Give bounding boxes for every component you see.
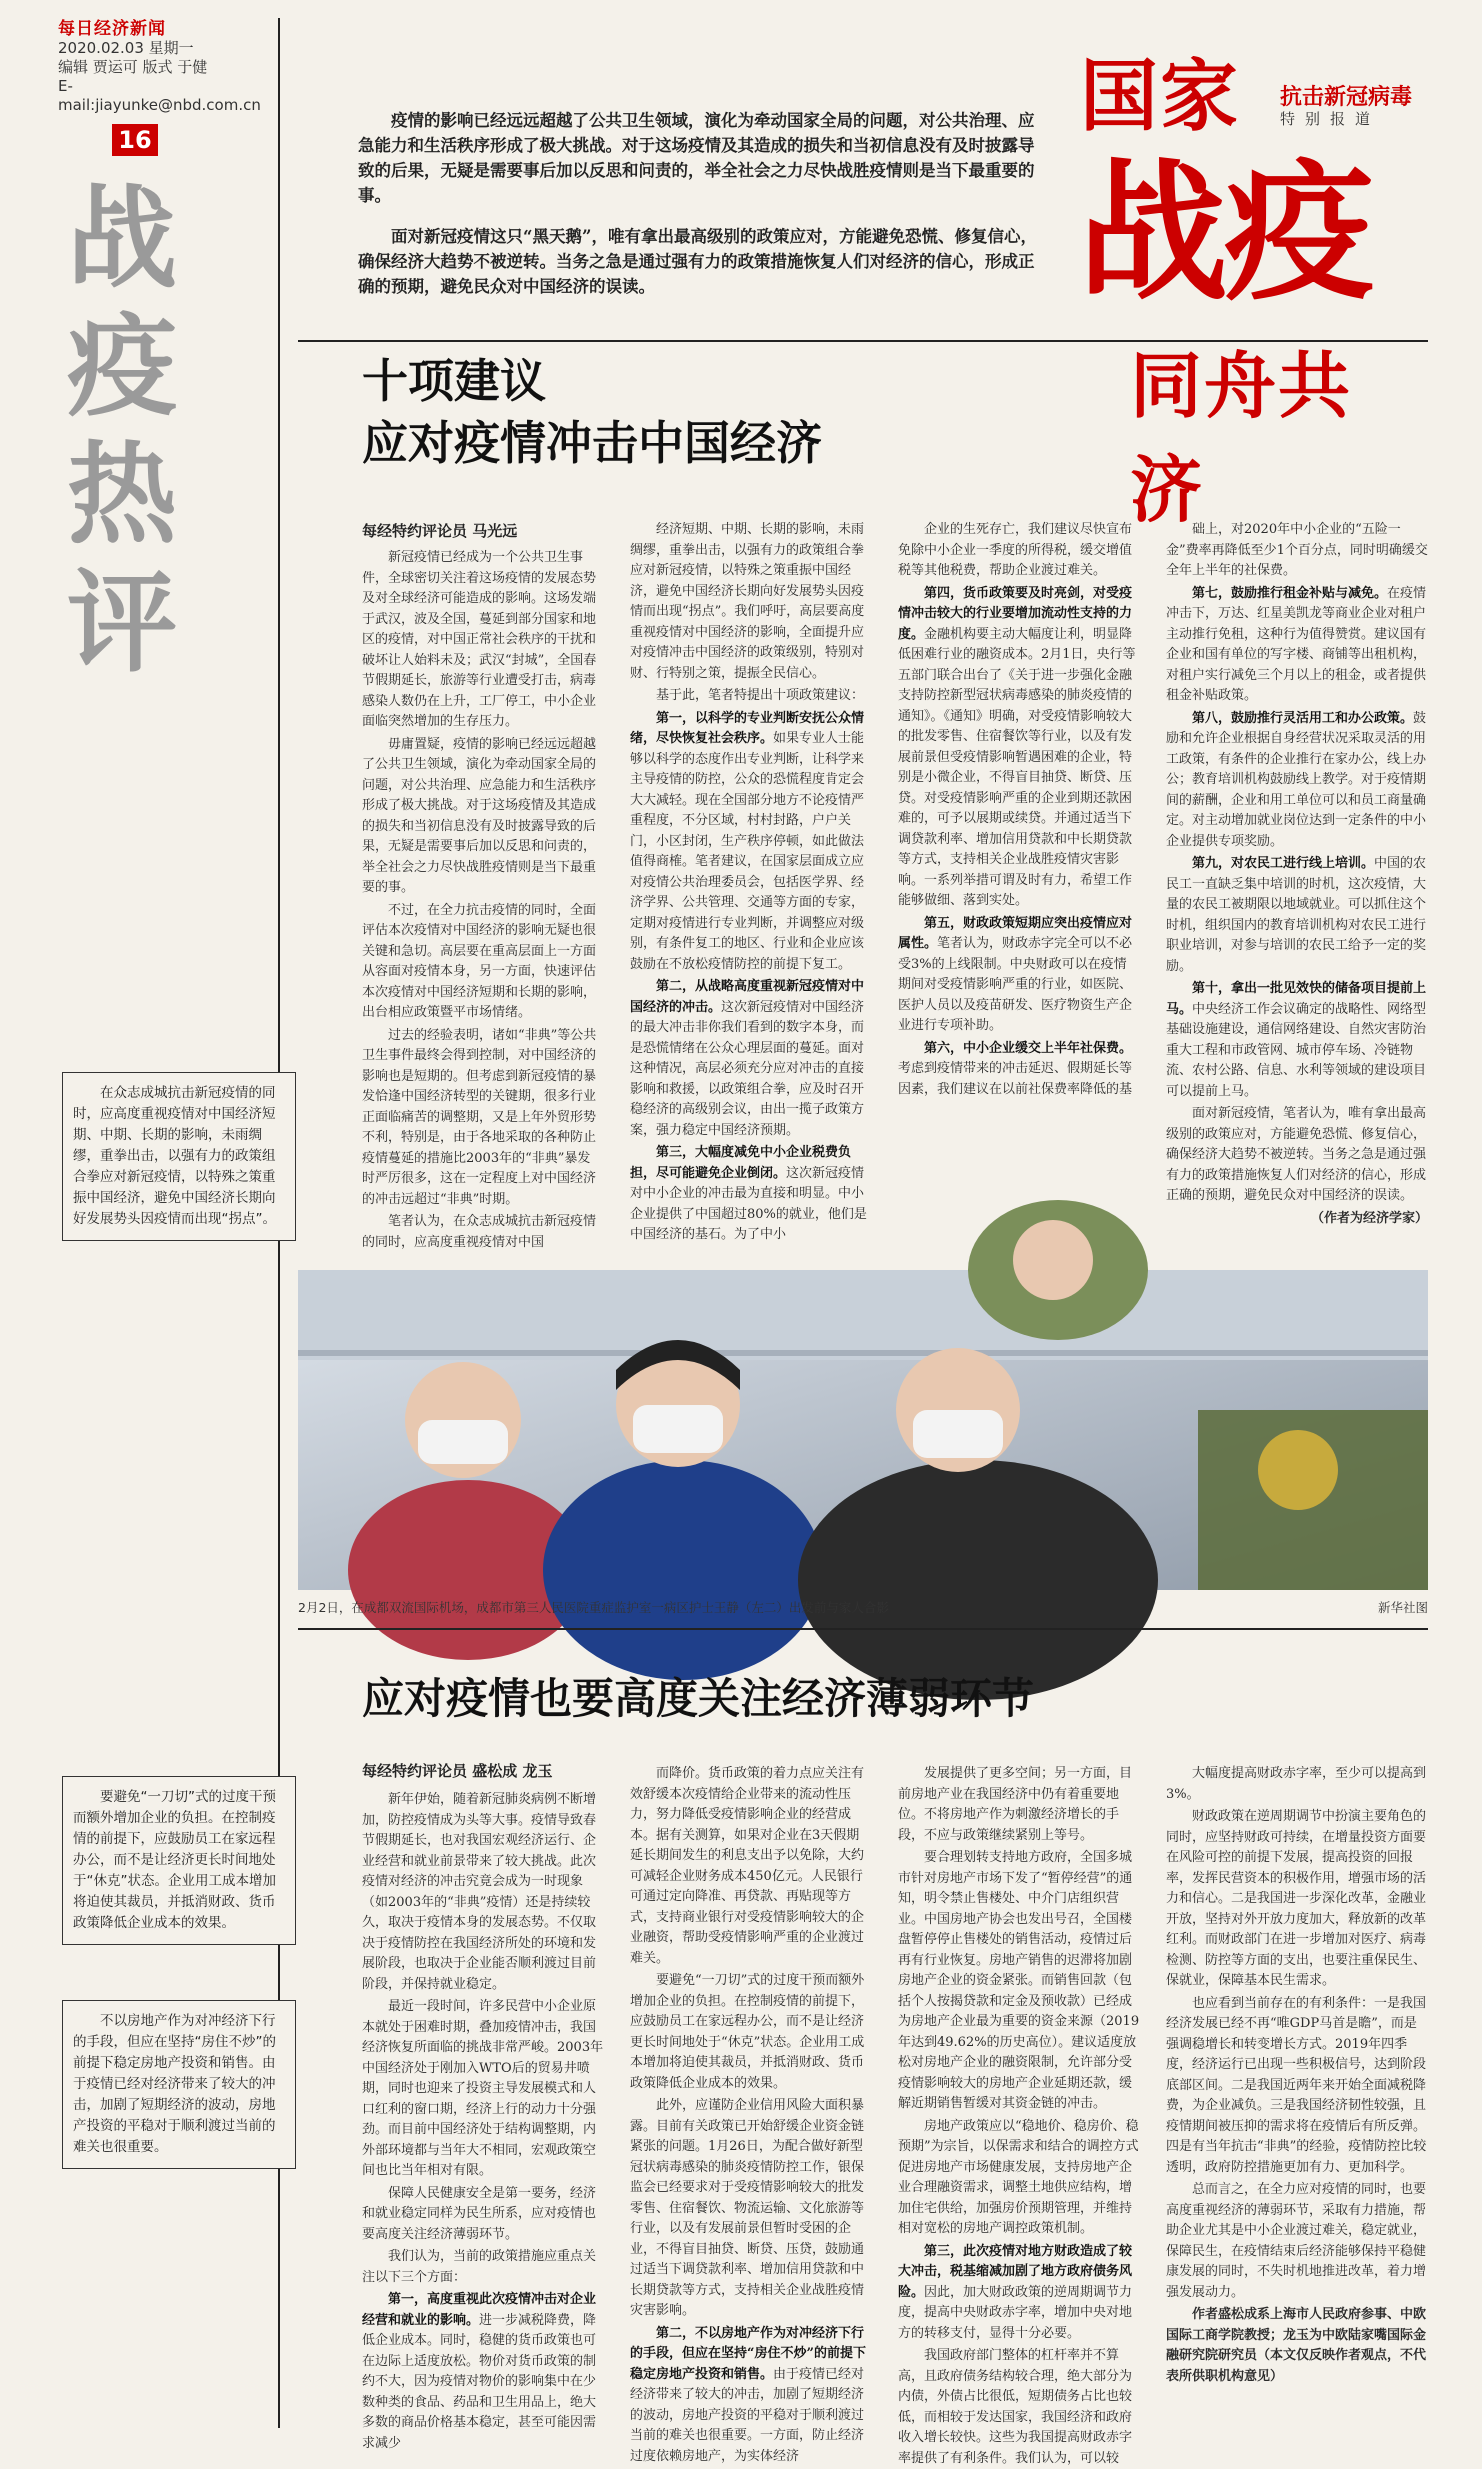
paragraph: 础上，对2020年中小企业的“五险一金”费率再降低至少1个百分点，同时明确缓交全年上半年的社保费。	[1166, 522, 1428, 578]
subheading: 第三，大幅度减免中小企业税费负担，尽可能避免企业倒闭。	[630, 1145, 852, 1181]
special-report-banner	[1078, 28, 1420, 532]
column-title-char: 热	[67, 430, 177, 559]
paragraph: 此外，应谨防企业信用风险大面积暴露。目前有关政策已开始舒缓企业资金链紧张的问题。1月26日，为配合做好新型冠状病毒感染的肺炎疫情防控工作，银保监会已经要求对于受疫情影响较大的批发零售、住宿餐饮、物流运输、文化旅游等行业，以及有发展前景但暂时受困的企业，不得盲目抽贷、断贷、压贷，鼓励通过适当下调贷款利率、增加信用贷款和中长期贷款等方式，支持相关企业战胜疫情灾害影响。	[630, 2098, 865, 2318]
paragraph: 这次新冠疫情对中国经济的最大冲击非你我们看到的数字本身，而是恐慌情绪在公众心理层面的蔓延。面对这种情况，高层必须充分应对冲击的直接影响和救援，以政策组合拳，应及时召开稳经济的高级别会议，由出一揽子政策方案，强力稳定中国经济预期。	[630, 999, 865, 1138]
paragraph: 房地产政策应以“稳地价、稳房价、稳预期”为宗旨，以保需求和结合的调控方式促进房地产市场健康发展，支持房地产企业合理融资需求，调整土地供应结构，增加住宅供给，加强房价预期管理，并维持相对宽松的房地产调控政策机制。	[898, 2118, 1139, 2236]
paragraph: 大幅度提高财政赤字率，至少可以提高到3%。	[1166, 1766, 1427, 1802]
paragraph: 而降价。货币政策的着力点应关注有效舒缓本次疫情给企业带来的流动性压力，努力降低受疫情影响企业的经营成本。据有关测算，如果对企业在3天假期延长期间发生的利息支出予以免除，大约可减轻企业财务成本450亿元。人民银行可通过定向降准、再贷款、再贴现等方式，支持商业银行对受疫情影响较大的企业融资，帮助受疫情影响严重的企业渡过难关。	[630, 1766, 865, 1966]
pull-quote-1: 在众志成城抗击新冠疫情的同时，应高度重视疫情对中国经济短期、中期、长期的影响，未雨绸缪，重拳出击，以强有力的政策组合拳应对新冠疫情，以特殊之策重振中国经济，避免中国经济长期向好发展势头因疫情而出现“拐点”。	[62, 1072, 296, 1241]
photo-caption: 2月2日，在成都双流国际机场，成都市第三人民医院重症监护室一病区护士王静（左二）出发前与家人合影	[298, 1600, 889, 1615]
paragraph: 毋庸置疑，疫情的影响已经远远超越了公共卫生领域，演化为牵动国家全局的问题，对公共治理、应急能力和生活秩序形成了极大挑战。对于这场疫情及其造成的损失和当初信息没有及时披露导致的后果，无疑是需要事后加以反思和问责的，举全社会之力尽快战胜疫情则是当下最重要的事。	[362, 736, 597, 895]
paragraph: 不过，在全力抗击疫情的同时，全面评估本次疫情对中国经济的影响无疑也很关键和急切。高层要在重高层面上一方面从容面对疫情本身，另一方面，快速评估本次疫情对中国经济短期和长期的影响，出台相应政策暨平市场情绪。	[362, 902, 597, 1020]
article2-column-3	[898, 1764, 1140, 2466]
paper-name: 每日经济新闻	[58, 19, 166, 39]
paragraph: 面对新冠疫情，笔者认为，唯有拿出最高级别的政策应对，方能避免恐慌、修复信心，确保经济大趋势不被逆转。当务之急是通过强有力的政策措施恢复人们对经济的信心，形成正确的预期，避免民众对中国经济的误读。	[1166, 1106, 1427, 1203]
subheading: 第九，对农民工进行线上培训。	[1192, 856, 1375, 871]
subheading: 第六，中小企业缓交上半年社保费。	[924, 1040, 1133, 1056]
section-rule	[298, 1628, 1428, 1630]
paragraph: 由于疫情已经对经济带来了较大的冲击，加剧了短期经济的波动，房地产投资的平稳对于顺利渡过当前的难关也很重要。一方面，防止经济过度依赖房地产，为实体经济	[630, 2366, 865, 2464]
issue-date: 2020.02.03 星期一	[58, 39, 194, 57]
paragraph: 过去的经验表明，诸如“非典”等公共卫生事件最终会得到控制，对中国经济的影响也是短期的。但考虑到新冠疫情的暴发恰逢中国经济转型的关键期，很多行业正面临痛苦的调整期，又是上年外贸形势不利，特别是，由于各地采取的各种防止疫情蔓延的措施比2003年的“非典”暴发时严厉很多，这在一定程度上对中国经济的冲击远超过“非典”时期。	[362, 1027, 597, 1207]
photo-illustration	[298, 1270, 1428, 1590]
subheading: 第二，从战略高度重视新冠疫情对中国经济的冲击。	[630, 979, 865, 1015]
subheading: 第五，财政政策短期应突出疫情应对属性。	[898, 915, 1133, 951]
paragraph: 新冠疫情已经成为一个公共卫生事件，全球密切关注着这场疫情的发展态势及对全球经济可能造成的影响。这场发端于武汉，波及全国，蔓延到部分国家和地区的疫情，对中国正常社会秩序的干扰和破坏让人始料未及；武汉“封城”，全国春节假期延长，旅游等行业遭受打击，病毒感染人数仍在上升，工厂停工，中小企业面临突然增加的生存压力。	[362, 550, 597, 729]
paragraph: 基于此，笔者特提出十项政策建议：	[656, 688, 865, 703]
paragraph: 也应看到当前存在的有利条件：一是我国经济发展已经不再“唯GDP马首是瞻”，而是强调稳增长和转变增长方式。2019年四季度，经济运行已出现一些积极信号，达到阶段底部区间。二是我国近两年来开始全面减税降费，为企业减负。三是我国经济韧性较强，且疫情期间被压抑的需求将在疫情后有所反弹。四是有当年抗击“非典”的经验，疫情防控比较透明，政府防控措施更加有力、更加科学。	[1166, 1995, 1427, 2175]
subheading: 第三，此次疫情对地方财政造成了较大冲击，税基缩减加剧了地方政府债务风险。	[898, 2243, 1133, 2300]
pull-quote-3: 不以房地产作为对冲经济下行的手段，但应在坚持“房住不炒”的前提下稳定房地产投资和销售。由于疫情已经对经济带来了较大的冲击，加剧了短期经济的波动，房地产投资的平稳对于顺利渡过当前的难关也很重要。	[62, 2000, 296, 2169]
paragraph: 企业的生死存亡，我们建议尽快宣布免除中小企业一季度的所得税，缓交增值税等其他税费，帮助企业渡过难关。	[898, 522, 1133, 578]
paragraph: 要避免“一刀切”式的过度干预而额外增加企业的负担。在控制疫情的前提下，应鼓励员工在家远程办公，而不是让经济更长时间地处于“休克”状态。企业用工成本增加将迫使其裁员，并抵消财政、货币政策降低企业成本的效果。	[630, 1973, 865, 2091]
article1-column-2	[630, 520, 870, 1265]
paragraph: 我们认为，当前的政策措施应重点关注以下三个方面：	[362, 2249, 597, 2285]
paragraph: 这次新冠疫情对中小企业的冲击最为直接和明显。中小企业提供了中国超过80%的就业，他们是中国经济的基石。为了中小	[630, 1165, 867, 1242]
paragraph: 因此，加大财政政策的逆周期调节力度，提高中央财政赤字率，增加中央对地方的转移支付，显得十分必要。	[898, 2284, 1133, 2341]
banner-guojia: 国家	[1080, 51, 1241, 142]
paragraph: 要合理划转支持地方政府，全国多城市针对房地产市场下发了“暂停经营”的通知，明令禁止售楼处、中介门店组织营业。中国房地产协会也发出号召，全国楼盘暂停停止售楼处的销售活动，疫情过后再有行业恢复。房地产销售的迟滞将加剧房地产企业的资金紧张。而销售回款（包括个人按揭贷款和定金及预收款）已经成为房地产企业最为重要的资金来源（2019年达到49.62%的历史高位）。建议适度放松对房地产企业的融资限制，允许部分受疫情影响较大的房地产企业延期还款，缓解近期销售暂缓对其资金链的冲击。	[898, 1850, 1140, 2111]
intro	[358, 108, 1038, 315]
pull-quote-2: 要避免“一刀切”式的过度干预而额外增加企业的负担。在控制疫情的前提下，应鼓励员工在家远程办公，而不是让经济更长时间地处于“休克”状态。企业用工成本增加将迫使其裁员，并抵消财政、货币政策降低企业成本的效果。	[62, 1776, 296, 1945]
banner-tongzhou: 同舟共济	[1130, 343, 1353, 532]
article1-column-4	[1166, 520, 1428, 1260]
photo-caption-bar	[298, 1598, 1428, 1616]
paragraph: 笔者认为，财政赤字完全可以不必受3%的上线限制。中央财政可以在疫情期间对受疫情影响严重的行业，如医院、医护人员以及疫苗研发、医疗物资生产企业进行专项补助。	[898, 936, 1133, 1033]
paragraph: 鼓励和允许企业根据自身经营状况采取灵活的用工政策，有条件的企业推行在家办公，线上办公；教育培训机构鼓励线上教学。对于疫情期间的薪酬，企业和用工单位可以和员工商量确定。对主动增加就业岗位达到一定条件的中小企业提供专项奖励。	[1166, 710, 1427, 849]
article2-title: 应对疫情也要高度关注经济薄弱环节	[362, 1674, 1035, 1723]
masthead	[58, 19, 261, 115]
paragraph: 保障人民健康安全是第一要务，经济和就业稳定同样为民生所系，应对疫情也要高度关注经济薄弱环节。	[362, 2185, 597, 2242]
article1-title-line1: 十项建议	[362, 354, 546, 408]
page-number: 16	[112, 124, 158, 156]
paragraph: 中央经济工作会议确定的战略性、网络型基础设施建设，通信网络建设、自然灾害防治重大工程和市政管网、城市停车场、冷链物流、农村公路、信息、水利等领域的建设项目可以提前上马。	[1166, 1001, 1427, 1099]
subheading: 第七，鼓励推行租金补贴与减免。	[1192, 585, 1388, 601]
article2-byline: 每经特约评论员 盛松成 龙玉	[362, 1762, 553, 1780]
article1-title-line2: 应对疫情冲击中国经济	[362, 416, 822, 470]
subheading: 第一，以科学的专业判断安抚公众情绪，尽快恢复社会秩序。	[630, 710, 865, 746]
editor-email[interactable]: E-mail:jiayunke@nbd.com.cn	[58, 77, 261, 114]
author-note: 作者盛松成系上海市人民政府参事、中欧国际工商学院教授；龙玉为中欧陆家嘴国际金融研究院研究员（本文仅反映作者观点，不代表所供职机构意见）	[1166, 2307, 1427, 2384]
banner-zhanyi: 战疫	[1078, 145, 1371, 321]
paragraph: 新年伊始，随着新冠肺炎病例不断增加，防控疫情成为头等大事。疫情导致春节假期延长，也对我国宏观经济运行、企业经营和就业前景带来了较大挑战。此次疫情对经济的冲击究竟会成为一时现象（如2003年的“非典”疫情）还是持续较久，取决于疫情本身的发展态势。不仅取决于疫情防控在我国经济所处的环境和发展阶段，也取决于企业能否顺利渡过目前阶段，并保持就业稳定。	[362, 1792, 597, 1992]
subheading: 第二，不以房地产作为对冲经济下行的手段，但应在坚持“房住不炒”的前提下稳定房地产投资和销售。	[630, 2325, 866, 2382]
paragraph: 发展提供了更多空间；另一方面，目前房地产业在我国经济中仍有着重要地位。不将房地产作为刺激经济增长的手段，不应与政策继续紧别上等号。	[898, 1766, 1133, 1843]
article1-byline: 每经特约评论员 马光远	[362, 522, 518, 540]
intro-paragraph: 疫情的影响已经远远超越了公共卫生领域，演化为牵动国家全局的问题，对公共治理、应急能力和生活秩序形成了极大挑战。对于这场疫情及其造成的损失和当初信息没有及时披露导致的后果，无疑是需要事后加以反思和问责的，举全社会之力尽快战胜疫情则是当下最重要的事。	[358, 111, 1035, 205]
subheading: 第一，高度重视此次疫情冲击对企业经营和就业的影响。	[362, 2292, 597, 2328]
paragraph: 我国政府部门整体的杠杆率并不算高，且政府债务结构较合理，绝大部分为内债，外债占比很低，短期债务占比也较低，而相较于发达国家，我国经济和政府收入增长较快。这些为我国提高财政赤字率提供了有利条件。我们认为，可以较	[898, 2348, 1133, 2466]
paragraph: 最近一段时间，许多民营中小企业原本就处于困难时期，叠加疫情冲击，我国经济恢复所面临的挑战非常严峻。2003年中国经济处于刚加入WTO后的贸易井喷期，同时也迎来了投资主导发展模式和人口红利的窗口期，经济上行的动力十分强劲。而目前中国经济处于结构调整期，内外部环境都与当年大不相同，宏观政策空间也比当年相对有限。	[362, 1999, 604, 2178]
article1-column-1	[362, 548, 602, 1258]
subheading: 第十，拿出一批见效快的储备项目提前上马。	[1166, 981, 1427, 1017]
paragraph: 财政政策在逆周期调节中扮演主要角色的同时，应坚持财政可持续，在增量投资方面要在风险可控的前提下发展，提高投资的回报率，发挥民营资本的积极作用，增强市场的活力和信心。二是我国进一步深化改革，金融业开放，坚持对外开放力度加大，释放新的改革红利。而财政部门在进一步增加对医疗、病毒检测、防控等方面的支出，也要注重保民生、保就业，保障基本民生需求。	[1166, 1809, 1427, 1988]
paragraph: 在疫情冲击下，万达、红星美凯龙等商业企业对租户主动推行免租，这种行为值得赞赏。建议国有企业和国有单位的写字楼、商铺等出租机构，对租户实行减免三个月以上的租金，或者提供租金补贴政策。	[1166, 585, 1427, 703]
intro-paragraph: 面对新冠疫情这只“黑天鹅”，唯有拿出最高级别的政策应对，方能避免恐慌、修复信心，确保经济大趋势不被逆转。当务之急是通过强有力的政策措施恢复人们对经济的信心，形成正确的预期，避免民众对中国经济的误读。	[358, 227, 1037, 296]
paragraph: 进一步减税降费，降低企业成本。同时，稳健的货币政策也可在边际上适度放松。物价对货币政策的制约不大，因为疫情对物价的影响集中在少数种类的食品、药品和卫生用品上，绝大多数的商品价格基本稳定，甚至可能因需求减少	[362, 2312, 597, 2451]
paragraph: 中国的农民工一直缺乏集中培训的时机，这次疫情，大量的农民工被期限以地域就业。可以抓住这个时机，组织国内的教育培训机构对农民工进行职业培训，对参与培训的农民工给予一定的奖励。	[1166, 856, 1427, 974]
column-title	[62, 175, 182, 687]
article2-column-2	[630, 1764, 872, 2464]
subheading: 第四，货币政策要及时亮剑，对受疫情冲击较大的行业要增加流动性支持的力度。	[898, 585, 1133, 642]
paragraph: 如果专业人士能够以科学的态度作出专业判断，让科学来主导疫情的防控，公众的恐慌程度肯定会大大减轻。现在全国部分地方不论疫情严重程度，不分区域，村村封路，户户关门，小区封闭，生产秩序停顿，如此做法值得商榷。笔者建议，在国家层面成立应对疫情公共治理委员会，包括医学界、经济学界、公共管理、交通等方面的专家，定期对疫情进行专业判断，并调整应对级别，有条件复工的地区、行业和企业应该鼓励在不放松疫情防控的前提下复工。	[630, 731, 865, 972]
article2-column-1	[362, 1790, 604, 2451]
paragraph: 金融机构要主动大幅度让利，明显降低困难行业的融资成本。2月1日，央行等五部门联合出台了《关于进一步强化金融支持防控新型冠状病毒感染的肺炎疫情的通知》。《通知》明确，对受疫情影响较大的批发零售、住宿餐饮等行业，以及有发展前景但受疫情影响暂遇困难的企业，特别是小微企业，不得盲目抽贷、断贷、压贷。对受疫情影响严重的企业到期还款困难的，可予以展期或续贷。并通过适当下调贷款利率、增加信用贷款和中长期贷款等方式，支持相关企业战胜疫情灾害影响。一系列举措可谓及时有力，希望工作能够做细、落到实处。	[898, 626, 1136, 908]
paragraph: 经济短期、中期、长期的影响，未雨绸缪，重拳出击，以强有力的政策组合拳应对新冠疫情，以特殊之策重振中国经济，避免中国经济长期向好发展势头因疫情而出现“拐点”。我们呼吁，高层要高度重视疫情对中国经济的影响，全面提升应对疫情冲击中国经济的政策级别，特别对财、行特别之策，提振全民信心。	[630, 522, 865, 681]
author-note: （作者为经济学家）	[1310, 1210, 1428, 1226]
article2-column-4	[1166, 1764, 1428, 2430]
banner-tebie: 特别报道	[1280, 110, 1381, 128]
news-photo	[298, 1270, 1428, 1590]
column-title-char: 评	[67, 558, 177, 687]
section-rule	[298, 340, 1428, 342]
column-title-char: 疫	[67, 302, 177, 431]
photo-credit: 新华社图	[1377, 1600, 1428, 1615]
article1-column-3	[898, 520, 1138, 1120]
paragraph: 总而言之，在全力应对疫情的同时，也要高度重视经济的薄弱环节，采取有力措施，帮助企业尤其是中小企业渡过难关，稳定就业，保障民生，在疫情结束后经济能够保持平稳健康发展的同时，不失时机地推进改革，着力增强发展动力。	[1166, 2182, 1427, 2300]
paragraph: 笔者认为，在众志成城抗击新冠疫情的同时，应高度重视疫情对中国	[362, 1214, 597, 1250]
subheading: 第八，鼓励推行灵活用工和办公政策。	[1192, 710, 1414, 726]
article1-title	[362, 350, 822, 474]
banner-kangji: 抗击新冠病毒	[1280, 85, 1413, 110]
column-title-char: 战	[67, 174, 177, 303]
editors: 编辑 贾运可 版式 于健	[58, 58, 208, 76]
paragraph: 考虑到疫情带来的冲击延迟、假期延长等因素，我们建议在以前社保费率降低的基	[898, 1061, 1133, 1097]
